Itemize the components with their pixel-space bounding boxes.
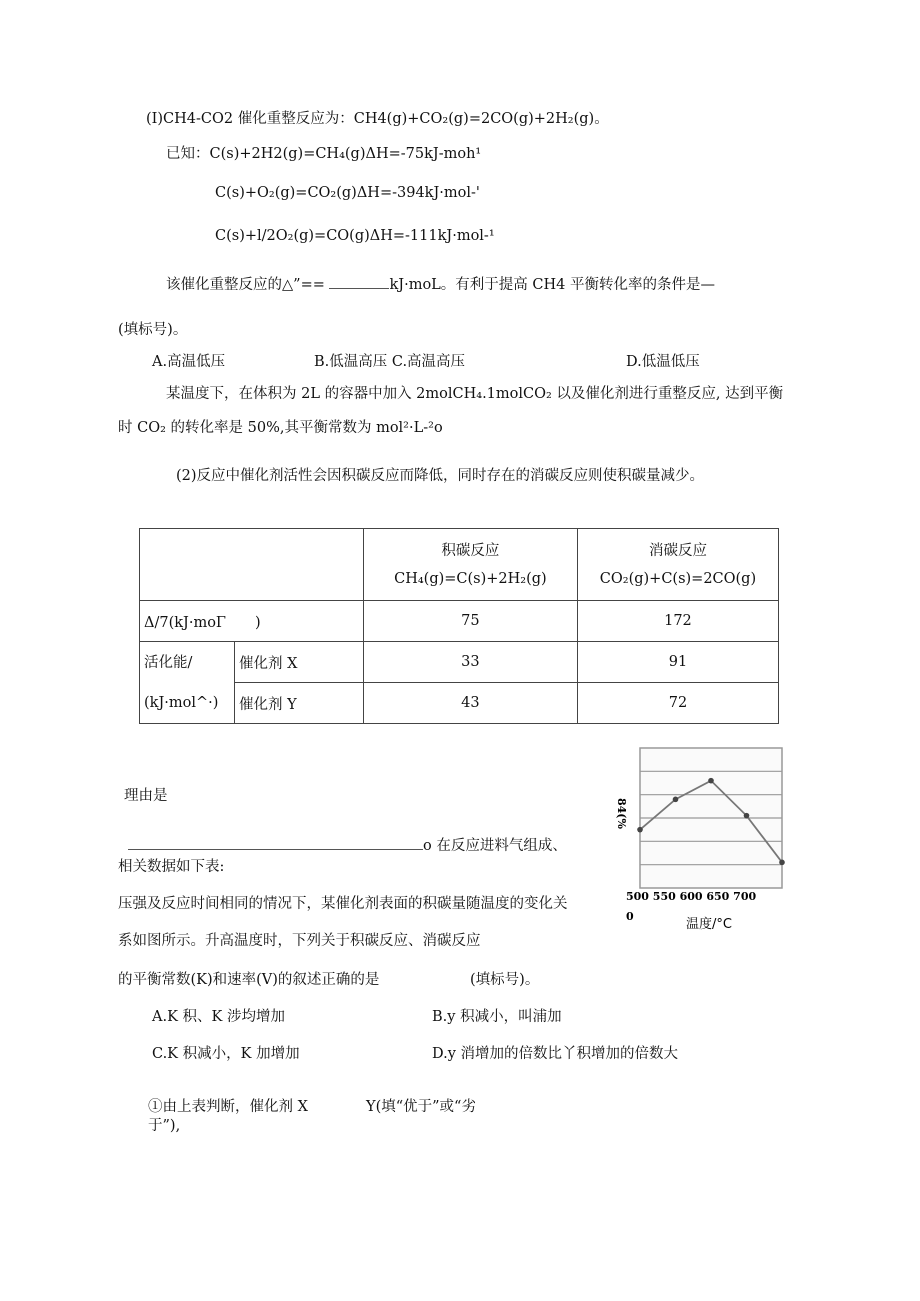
col1-title: 积碳反应 <box>441 542 500 559</box>
option-c: C.K 积减小，K 加增加 <box>152 1046 300 1062</box>
table-row <box>140 601 779 642</box>
data-point <box>637 827 643 833</box>
row-label-dh: Δ/7(kJ·moΓ ) <box>140 601 364 642</box>
paragraph-3-fill: (填标号)。 <box>470 972 540 988</box>
answer-blank[interactable] <box>329 288 389 289</box>
table-row <box>140 642 779 683</box>
data-point <box>744 813 750 819</box>
fill-note: (填标号)。 <box>118 322 188 338</box>
part1-title: (I)CH4-CO2 催化重整反应为：CH4(g)+CO₂(g)=2CO(g)+2H₂(g)。 <box>146 111 609 127</box>
equation-1: C(s)+2H2(g)=CH₄(g)ΔH=-75kJ-moh¹ <box>209 146 482 162</box>
col2-equation: CO₂(g)+C(s)=2CO(g) <box>599 570 757 587</box>
question-1 <box>166 273 715 294</box>
data-point <box>779 860 785 866</box>
row-label-catalyst-x: 催化剂 X <box>235 642 364 683</box>
question-3-a: ①由上表判断，催化剂 X <box>148 1099 308 1115</box>
cell: 33 <box>363 642 577 683</box>
cell: 72 <box>577 683 778 724</box>
data-table-note: 相关数据如下表: <box>118 859 225 875</box>
cell: 75 <box>363 601 577 642</box>
reason-suffix: o 在反应进料气组成、 <box>423 838 567 854</box>
question-1-prefix: 该催化重整反应的△”== <box>166 277 325 293</box>
paragraph-2: 系如图所示。升高温度时，下列关于积碳反应、消碳反应 <box>118 933 481 949</box>
carbon-vs-temperature-chart <box>600 740 800 940</box>
cell: 172 <box>577 601 778 642</box>
cell: 91 <box>577 642 778 683</box>
table-corner <box>140 529 364 601</box>
ea-label-1: 活化能/ <box>144 654 193 671</box>
question-2-line-1: 某温度下，在体积为 2L 的容器中加入 2molCH₄.1molCO₂ 以及催化剂进行重整反应, 达到平衡 <box>166 386 784 402</box>
data-point <box>708 778 714 784</box>
cell: 43 <box>363 683 577 724</box>
data-point <box>673 797 679 803</box>
paragraph-3: 的平衡常数(K)和速率(V)的叙述正确的是 <box>118 972 380 988</box>
x-axis-label: 温度/°C <box>686 917 732 932</box>
row-label-catalyst-y: 催化剂 Y <box>235 683 364 724</box>
question-1-suffix: kJ·moL。有利于提高 CH4 平衡转化率的条件是— <box>389 277 715 293</box>
reason-label: 理由是 <box>124 788 168 804</box>
row-label-activation-energy <box>140 642 235 724</box>
table-row <box>140 683 779 724</box>
col1-equation: CH₄(g)=C(s)+2H₂(g) <box>394 570 547 587</box>
option-b: B.y 积减小，叫浦加 <box>432 1009 562 1025</box>
part2-intro: (2)反应中催化剂活性会因积碳反应而降低，同时存在的消碳反应则使积碳量减少。 <box>176 468 705 484</box>
equation-3: C(s)+l/2O₂(g)=CO(g)ΔH=-111kJ·mol-¹ <box>215 228 495 244</box>
ea-label-2: (kJ·mol^·) <box>144 694 219 711</box>
known-line <box>166 142 481 163</box>
option-a: A.高温低压 <box>152 354 226 370</box>
known-label: 已知： <box>166 146 210 162</box>
reason-line <box>128 834 567 855</box>
option-d: D.低温低压 <box>626 354 700 370</box>
header-carbon-elimination <box>577 529 778 601</box>
question-3-b: Y(填“优于”或“劣 <box>366 1099 476 1115</box>
reason-blank[interactable] <box>128 849 423 850</box>
x-tick-extra: 0 <box>626 910 634 923</box>
paragraph-1: 压强及反应时间相同的情况下，某催化剂表面的积碳量随温度的变化关 <box>118 896 568 912</box>
option-a: A.K 积、K 涉均增加 <box>152 1009 285 1025</box>
option-b-c: B.低温高压 C.高温高压 <box>314 354 466 370</box>
question-3-line-2: 于”), <box>148 1118 181 1134</box>
header-carbon-deposition <box>363 529 577 601</box>
question-2-line-2: 时 CO₂ 的转化率是 50%,其平衡常数为 mol²·L-²o <box>118 420 443 436</box>
option-d: D.y 消增加的倍数比丫积增加的倍数大 <box>432 1046 679 1062</box>
col2-title: 消碳反应 <box>648 542 707 559</box>
x-tick-labels: 500 550 600 650 700 <box>626 890 757 903</box>
reaction-data-table <box>139 528 779 724</box>
equation-2: C(s)+O₂(g)=CO₂(g)ΔH=-394kJ·mol-' <box>215 185 480 201</box>
y-axis-label: 84(% <box>615 798 628 829</box>
